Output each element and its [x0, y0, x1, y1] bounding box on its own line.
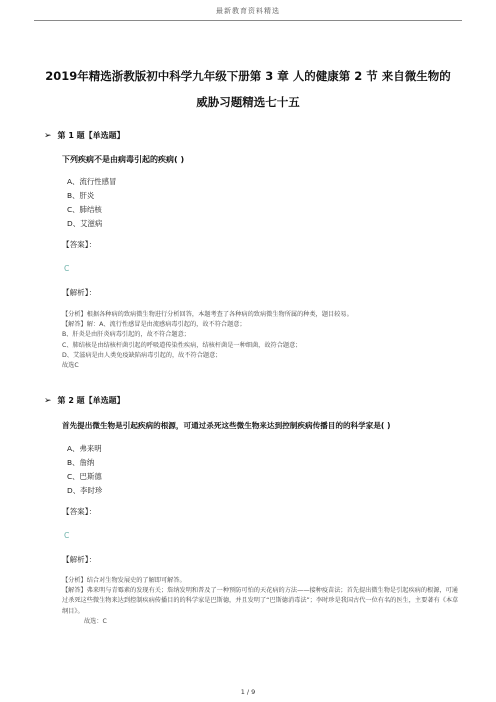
page-header: 最新教育资料精选 [216, 7, 280, 15]
question-2-stem: 首先提出微生物是引起疾病的根源，可通过杀死这些微生物来达到控制疾病传播目的的科学家是( ) [62, 421, 391, 430]
analysis-line: D、艾滋病是由人类免疫缺陷病毒引起的，故不符合题意； [62, 351, 222, 359]
page-number: 1 / 9 [240, 688, 256, 696]
question-1-answer-label: 【答案】： [62, 240, 97, 249]
question-1-stem: 下列疾病不是由病毒引起的疾病( ) [62, 155, 185, 164]
question-2-option-c: C、巴斯德 [67, 472, 102, 481]
question-2-title: 第 2 题【单选题】 [57, 396, 125, 405]
question-1-heading [44, 130, 125, 141]
question-1-option-b: B、肝炎 [67, 191, 95, 200]
question-2-option-b: B、詹纳 [67, 458, 95, 467]
question-1-analysis [62, 310, 462, 371]
question-1-title: 第 1 题【单选题】 [57, 131, 125, 140]
question-2-heading [44, 395, 125, 406]
question-2-option-d: D、李时珍 [67, 486, 103, 495]
question-1-option-a: A、流行性感冒 [67, 177, 117, 186]
bullet-arrow-icon: ➢ [44, 131, 52, 141]
document-title-line-1: 2019年精选浙教版初中科学九年级下册第 3 章 人的健康第 2 节 来自微生物的 [45, 69, 451, 83]
analysis-line: C、肺结核是由结核杆菌引起的呼吸道传染性疾病，结核杆菌是一种细菌，故符合题意； [62, 341, 302, 349]
analysis-line: 【解答】解：A、流行性感冒是由流感病毒引起的，故不符合题意； [62, 321, 246, 329]
document-title-line-2: 威胁习题精选七十五 [196, 95, 300, 109]
question-2-answer-label: 【答案】： [62, 507, 97, 516]
analysis-line: 【分析】结合对生物发展史的了解即可解答。 [62, 577, 186, 584]
question-1-analysis-label: 【解析】： [62, 288, 97, 297]
question-2-analysis [62, 576, 462, 627]
analysis-line: B、肝炎是由肝炎病毒引起的，故不符合题意； [62, 331, 190, 339]
question-1-option-c: C、肺结核 [67, 205, 102, 214]
analysis-line: 【分析】根据各种病的致病微生物进行分析回答，本题考查了各种病的致病微生物所属的种类，题目较易。 [62, 311, 353, 318]
question-1-answer: C [64, 264, 70, 273]
question-2-option-a: A、弗来明 [67, 444, 102, 453]
bullet-arrow-icon: ➢ [44, 396, 52, 406]
question-2-answer: C [64, 531, 70, 540]
analysis-line: 故选：C [84, 617, 107, 625]
header-divider [34, 20, 462, 21]
question-2-analysis-label: 【解析】： [62, 555, 97, 564]
analysis-line: 【解答】弗来明与青霉素的发现有关；詹纳发明和普及了一种预防可怕的天花病的方法——接种疫苗法；首先提出微生物是引起疾病的根源，可通过杀死这些微生物来达到控制疾病传播目的的科学家是巴斯德，并且发明了“巴斯德消毒法”；李时珍是我国古代一位有名的医生，主要著有《本草纲目》。 [62, 587, 459, 615]
analysis-line: 故选C [62, 362, 79, 370]
question-1-option-d: D、艾滋病 [67, 219, 103, 228]
